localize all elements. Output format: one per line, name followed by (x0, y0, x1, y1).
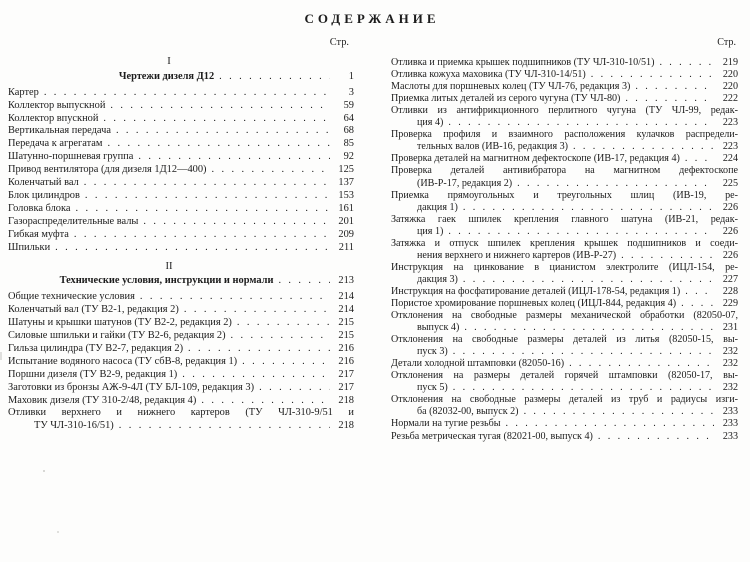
toc-item-text: Коллектор впускной (8, 112, 99, 124)
toc-item-text: Шатуны и крышки шатунов (ТУ В2-2, редакция 2) (8, 317, 232, 329)
dot-leader (635, 81, 714, 93)
toc-row (391, 286, 738, 298)
toc-item (8, 203, 354, 216)
page-number: 59 (343, 99, 354, 111)
toc-item (391, 57, 738, 69)
toc-row (8, 216, 354, 229)
toc-item-text: (ИВ-Р-17, редакция 2) (417, 177, 513, 189)
dot-leader (143, 216, 330, 229)
toc-item-text-line1: Отливки из антифрикционного перлитного чугуна (ТУ ЧЛ-99, редак- (391, 105, 738, 117)
toc-row (391, 274, 738, 286)
dot-leader (685, 153, 714, 165)
toc-item (8, 113, 354, 126)
page-number: 209 (338, 228, 354, 240)
dot-leader (259, 382, 330, 395)
toc-row (8, 87, 354, 100)
toc-row (8, 164, 354, 177)
dot-leader (110, 100, 330, 113)
toc-item-text: Силовые шпильки и гайки (ТУ В2-6, редакция 2) (8, 330, 226, 342)
toc-row (8, 304, 354, 317)
toc-item-text: Коленчатый вал (ТУ В2-1, редакция 2) (8, 304, 179, 316)
toc-row (391, 406, 738, 418)
dot-leader (448, 117, 714, 129)
dot-leader (573, 141, 714, 153)
toc-item-text: Инструкция на фосфатирование деталей (ИЦЛ-178-54, редакция 1) (391, 285, 681, 297)
toc-item-text: Испытание водяного насоса (ТУ сбВ-8, редакция 1) (8, 355, 238, 367)
toc-row (8, 203, 354, 216)
toc-item-text: Гильза цилиндра (ТУ В2-7, редакция 2) (8, 342, 184, 354)
page-number: 232 (722, 346, 738, 358)
toc-item-text: Детали холодной штамповки (82050-16) (391, 358, 565, 370)
toc-row (391, 358, 738, 370)
scan-speck (57, 531, 59, 533)
page-number: 226 (722, 225, 738, 237)
toc-item-text: нения верхнего и нижнего картеров (ИВ-Р-27) (417, 249, 617, 261)
dot-leader (681, 298, 714, 310)
dot-leader (448, 226, 714, 238)
toc-row (391, 93, 738, 105)
page-number: 216 (338, 342, 354, 354)
page-number: 1 (348, 70, 354, 82)
dot-leader (140, 291, 330, 304)
toc-item-text-line1: Приемка прямоугольных и треугольных шлиц (ИВ-19, ре- (391, 189, 738, 201)
page-number: 92 (343, 151, 354, 163)
toc-item-text: Чертежи дизеля Д12 (118, 70, 215, 82)
toc-item (391, 358, 738, 370)
toc-item-text: Отливка и приемка крышек подшипников (ТУ ЧЛ-310-10/51) (391, 57, 655, 69)
page-number: 137 (338, 177, 354, 189)
page-number: 227 (722, 273, 738, 285)
toc-item (8, 317, 354, 330)
toc-row (8, 330, 354, 343)
toc-section (8, 261, 354, 434)
page-number: 226 (722, 249, 738, 261)
dot-leader (506, 418, 714, 430)
dot-leader (463, 202, 714, 214)
left-column (8, 37, 354, 433)
toc-item-text: Отливка кожуха маховика (ТУ ЧЛ-310-14/51) (391, 69, 586, 81)
toc-row (8, 395, 354, 408)
dot-leader (182, 369, 330, 382)
page-number: 68 (343, 125, 354, 137)
toc-row (8, 100, 354, 113)
dot-leader (464, 322, 714, 334)
dot-leader (116, 125, 330, 138)
toc-item-text-line1: Затяжка и отпуск шпилек крепления крышек подшипников и соеди- (391, 237, 738, 249)
toc-item-text: выпуск 4) (417, 322, 460, 334)
page-number: 85 (343, 138, 354, 150)
toc-item-text-line1: Инструкция на цинкование в цианистом электролите (ИЦЛ-154, ре- (391, 261, 738, 273)
toc-item-text: Коллектор выпускной (8, 99, 106, 111)
page-col-label-right: Стр. (717, 37, 736, 48)
page-number: 229 (722, 297, 738, 309)
toc-row (391, 382, 738, 394)
toc-item (391, 93, 738, 105)
toc-item-text: пуск 3) (417, 346, 448, 358)
toc-item-text: ба (82032-00, выпуск 2) (417, 406, 519, 418)
section-numeral: I (167, 55, 171, 67)
toc-item-text: Гибкая муфта (8, 228, 69, 240)
dot-leader (237, 317, 330, 330)
toc-item (8, 164, 354, 177)
toc-row (8, 343, 354, 356)
page-number: 211 (338, 241, 354, 253)
page-number: 213 (338, 275, 354, 287)
dot-leader (463, 274, 714, 286)
section-numeral: II (165, 260, 173, 272)
toc-item-text: Блок цилиндров (8, 189, 80, 201)
toc-row (391, 202, 738, 214)
toc-item-text: Маслоты для поршневых колец (ТУ ЧЛ-76, редакция 3) (391, 81, 631, 93)
dot-leader (231, 330, 330, 343)
toc-item (8, 382, 354, 395)
dot-leader (74, 229, 330, 242)
page-number: 217 (338, 368, 354, 380)
toc-item-text: Картер (8, 86, 39, 98)
toc-item (8, 229, 354, 242)
page-number: 233 (722, 406, 738, 418)
page-number: 215 (338, 317, 354, 329)
dot-leader (453, 382, 714, 394)
toc-row (8, 356, 354, 369)
toc-item (8, 177, 354, 190)
page-number: 214 (338, 304, 354, 316)
page-number: 222 (722, 93, 738, 105)
page-number: 225 (722, 177, 738, 189)
toc-item-text: Заготовки из бронзы АЖ-9-4Л (ТУ БЛ-109, редакция 3) (8, 381, 255, 393)
dot-leader (138, 151, 330, 164)
toc-item-text-line1: Проверка профиля и взаимного расположения кулачков распредели- (391, 129, 738, 141)
dot-leader (659, 57, 714, 69)
page-number: 220 (722, 69, 738, 81)
dot-leader (75, 203, 330, 216)
page-number: 228 (722, 285, 738, 297)
toc-item-text: ция 4) (417, 117, 444, 129)
toc-item-text: ция 1) (417, 225, 444, 237)
toc-item-text: Проверка деталей на магнитном дефектоскопе (ИВ-17, редакция 4) (391, 153, 680, 165)
section-heading-row (8, 71, 354, 84)
page-number: 153 (338, 189, 354, 201)
page-number: 214 (338, 291, 354, 303)
toc-item (8, 100, 354, 113)
toc-item (8, 125, 354, 138)
toc-row (391, 178, 738, 190)
toc-item (391, 370, 738, 394)
page-number: 233 (722, 430, 738, 442)
toc-item-text-line1: Отклонения на размеры деталей горячей штамповки (82050-17, вы- (391, 370, 738, 382)
toc-item (391, 431, 738, 443)
toc-item-text: Коленчатый вал (8, 177, 79, 189)
page-number: 3 (348, 86, 354, 98)
dot-leader (108, 138, 331, 151)
toc-row (8, 229, 354, 242)
dot-leader (569, 358, 714, 370)
toc-item-text: Вертикальная передача (8, 125, 111, 137)
toc-row (391, 141, 738, 153)
toc-item-text: Пористое хромирование поршневых колец (ИЦЛ-844, редакция 4) (391, 297, 677, 309)
toc-item (391, 238, 738, 262)
toc-row (391, 418, 738, 430)
toc-row (8, 138, 354, 151)
toc-row (8, 151, 354, 164)
toc-item (391, 214, 738, 238)
page-number: 161 (338, 202, 354, 214)
toc-item-text: Головка блока (8, 202, 71, 214)
toc-item (8, 343, 354, 356)
dot-leader (212, 164, 330, 177)
toc-row (8, 113, 354, 126)
section-heading-row (8, 275, 354, 288)
toc-item (391, 190, 738, 214)
page-number: 217 (338, 381, 354, 393)
toc-item (391, 81, 738, 93)
toc-item (391, 165, 738, 189)
dot-leader (44, 87, 330, 100)
toc-section (8, 56, 354, 255)
toc-item (8, 190, 354, 203)
toc-item-text-line1: Отклонения на свободные размеры механической обработки (82050-07, (391, 310, 738, 322)
toc-item (8, 407, 354, 433)
page-number: 224 (722, 153, 738, 165)
toc-item (8, 87, 354, 100)
dot-leader (55, 242, 330, 255)
page-number: 223 (722, 117, 738, 129)
toc-item (8, 291, 354, 304)
toc-item (391, 310, 738, 334)
toc-item-text: пуск 5) (417, 382, 448, 394)
dot-leader (188, 343, 330, 356)
page-col-label-left: Стр. (329, 37, 349, 48)
toc-item-text: тельных валов (ИВ-16, редакция 3) (417, 141, 569, 153)
toc-item (391, 334, 738, 358)
toc-row (8, 382, 354, 395)
dot-leader (598, 431, 714, 443)
toc-item (391, 262, 738, 286)
toc-item-text: ТУ ЧЛ-310-16/51) (34, 420, 114, 432)
page-number: 219 (722, 57, 738, 69)
toc-item (391, 418, 738, 430)
page-number: 232 (722, 358, 738, 370)
toc-item-text: Технические условия, инструкции и нормали (59, 275, 274, 287)
dot-leader (685, 286, 714, 298)
toc-item (8, 242, 354, 255)
toc-item-text: Общие технические условия (8, 291, 135, 303)
toc-row (8, 420, 354, 433)
page-number: 231 (722, 322, 738, 334)
dot-leader (119, 420, 330, 433)
dot-leader (524, 406, 714, 418)
toc-item (8, 304, 354, 317)
toc-item-text-line1: Отливки верхнего и нижнего картеров (ТУ ЧЛ-310-9/51 и (8, 407, 354, 419)
toc-item-text: дакция 3) (417, 273, 458, 285)
page-title: СОДЕРЖАНИЕ (304, 11, 440, 26)
dot-leader (184, 304, 330, 317)
dot-leader (84, 177, 330, 190)
dot-leader (621, 250, 714, 262)
dot-leader (201, 395, 330, 408)
toc-row (8, 125, 354, 138)
page-number: 218 (338, 420, 354, 432)
toc-item-text: Маховик дизеля (ТУ 310-2/48, редакция 4) (8, 394, 197, 406)
toc-row (8, 275, 354, 288)
toc-item (391, 298, 738, 310)
toc-item (8, 356, 354, 369)
toc-row (391, 346, 738, 358)
dot-leader (242, 356, 330, 369)
dot-leader (591, 69, 714, 81)
toc-item (8, 369, 354, 382)
scan-speck (0, 352, 2, 360)
toc-item (8, 395, 354, 408)
toc-item (8, 138, 354, 151)
toc-item-text: Поршни дизеля (ТУ В2-9, редакция 1) (8, 368, 178, 380)
toc-row (8, 317, 354, 330)
toc-item-text: Приемка литых деталей из серого чугуна (ТУ ЧЛ-80) (391, 93, 621, 105)
page-number: 226 (722, 201, 738, 213)
dot-leader (85, 190, 330, 203)
dot-leader (278, 275, 330, 288)
toc-row (391, 57, 738, 69)
toc-item (8, 330, 354, 343)
page-number: 125 (338, 164, 354, 176)
toc-row (391, 81, 738, 93)
toc-item-text: Передача к агрегатам (8, 138, 103, 150)
toc-item (8, 151, 354, 164)
toc-item (391, 105, 738, 129)
toc-item-text-line1: Отклонения на свободные размеры деталей из литья (82050-15, вы- (391, 334, 738, 346)
toc-item (391, 394, 738, 418)
toc-row (8, 291, 354, 304)
toc-row (391, 153, 738, 165)
page-number: 233 (722, 418, 738, 430)
toc-item (8, 216, 354, 229)
dot-leader (219, 71, 330, 84)
dot-leader (517, 178, 714, 190)
page-number: 215 (338, 330, 354, 342)
page-number: 220 (722, 81, 738, 93)
toc-item-text: Газораспределительные валы (8, 215, 139, 227)
page-number: 218 (338, 394, 354, 406)
toc-item-text-line1: Отклонения на свободные размеры деталей из труб и радиусы изги- (391, 394, 738, 406)
toc-row (8, 190, 354, 203)
dot-leader (103, 113, 330, 126)
toc-row (8, 71, 354, 84)
toc-item-text: Привод вентилятора (для дизеля 1Д12—400) (8, 164, 207, 176)
toc-item-text-line1: Проверка деталей антивибратора на магнитном дефектоскопе (391, 165, 738, 177)
left-column-sections (8, 56, 354, 433)
dot-leader (625, 93, 714, 105)
toc-row (391, 322, 738, 334)
page-number: 232 (722, 382, 738, 394)
toc-item (391, 153, 738, 165)
right-column (391, 37, 738, 443)
toc-row (391, 250, 738, 262)
page-number: 223 (722, 141, 738, 153)
dot-leader (453, 346, 714, 358)
toc-item-text-line1: Затяжка гаек шпилек крепления главного шатуна (ИВ-21, редак- (391, 213, 738, 225)
toc-row (391, 298, 738, 310)
toc-row (8, 177, 354, 190)
scan-speck (43, 470, 45, 472)
toc-item (391, 69, 738, 81)
toc-item-text: дакция 1) (417, 201, 458, 213)
toc-item-text: Шпильки (8, 241, 51, 253)
page-number: 64 (343, 112, 354, 124)
toc-item (391, 129, 738, 153)
toc-item-text: Шатунно-поршневая группа (8, 151, 134, 163)
toc-row (8, 242, 354, 255)
toc-row (391, 226, 738, 238)
page-number: 216 (338, 355, 354, 367)
toc-item (391, 286, 738, 298)
toc-row (391, 431, 738, 443)
toc-item-text: Нормали на тугие резьбы (391, 418, 501, 430)
toc-item-text: Резьба метрическая тугая (82021-00, выпуск 4) (391, 430, 593, 442)
right-column-items (391, 57, 738, 443)
toc-row (391, 69, 738, 81)
toc-row (391, 117, 738, 129)
toc-row (8, 369, 354, 382)
page-number: 201 (338, 215, 354, 227)
